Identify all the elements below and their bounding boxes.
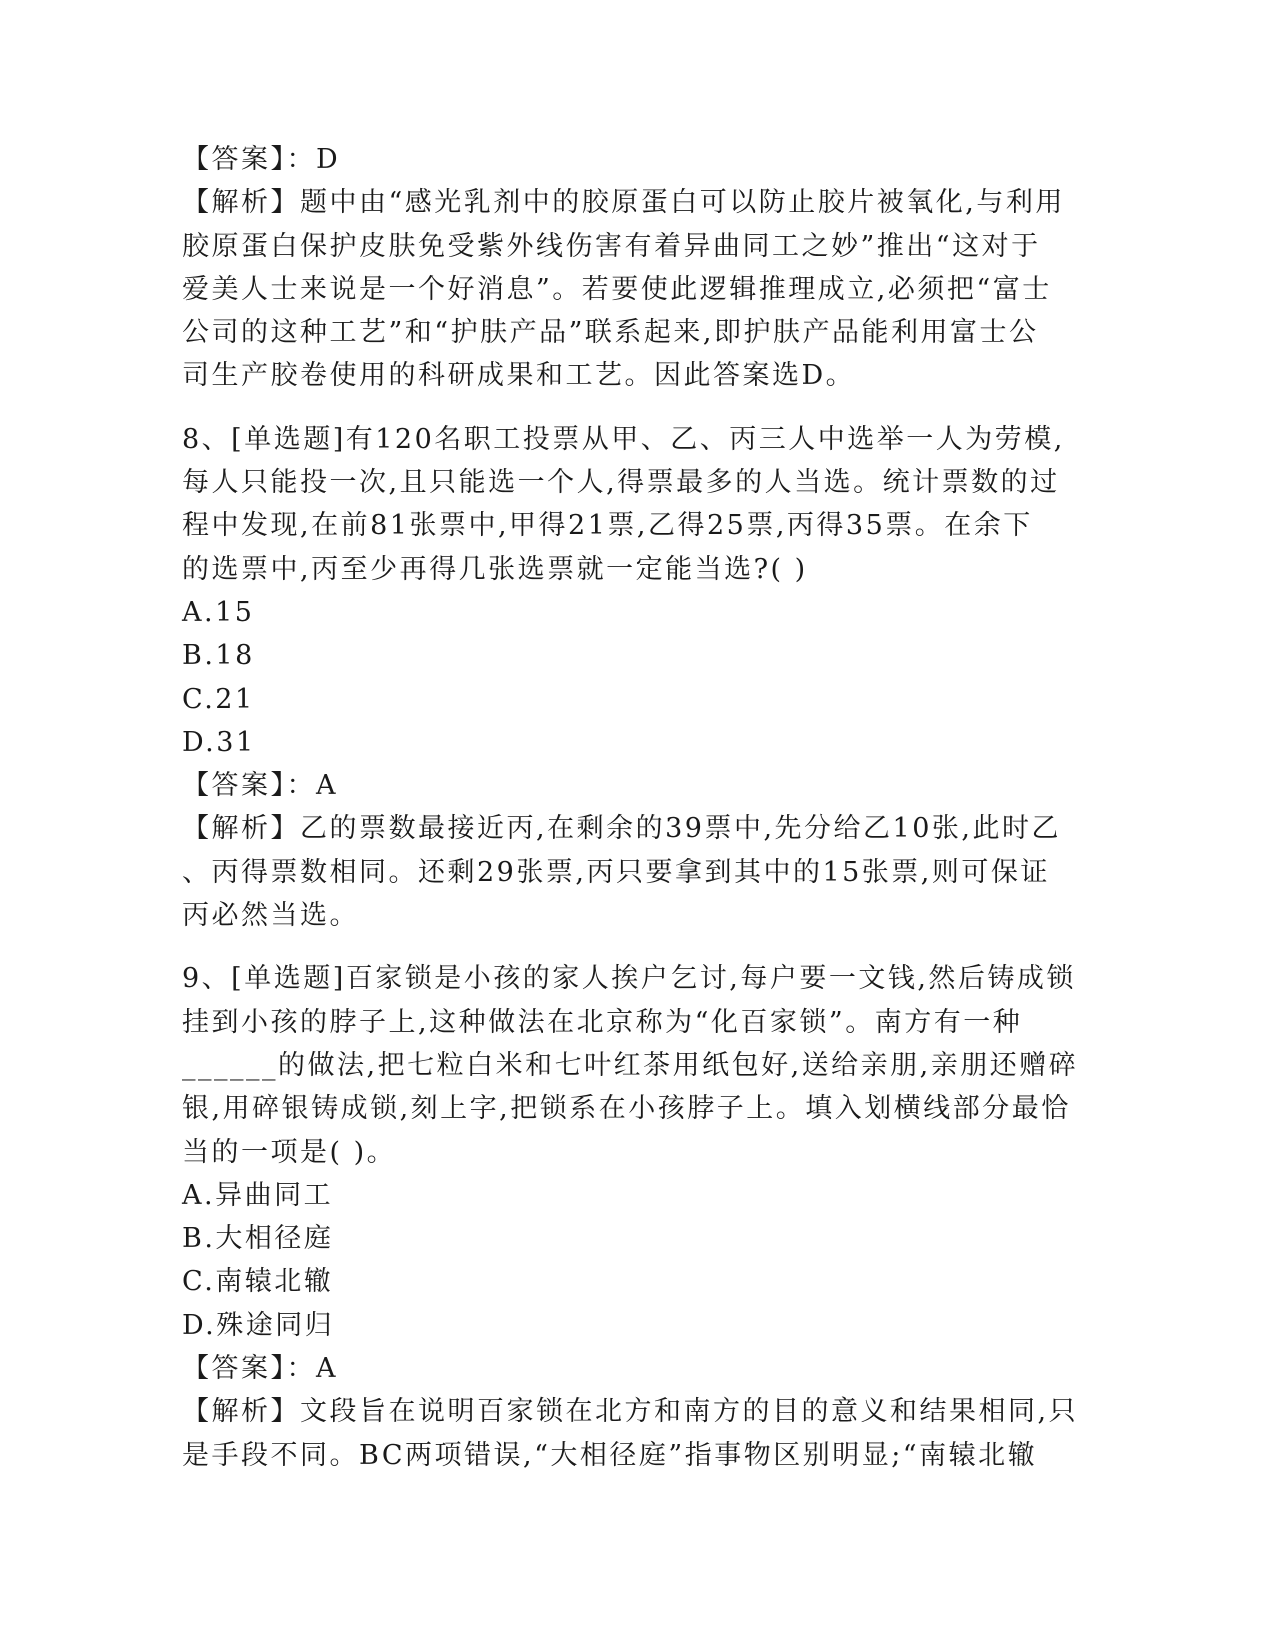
q9-stem-line: ______的做法,把七粒白米和七叶红茶用纸包好,送给亲朋,亲朋还赠碎 bbox=[182, 1049, 1079, 1081]
q9-analysis-line: 【解析】文段旨在说明百家锁在北方和南方的目的意义和结果相同,只 bbox=[182, 1396, 1079, 1428]
q9-stem-line: 银,用碎银铸成锁,刻上字,把锁系在小孩脖子上。填入划横线部分最恰 bbox=[182, 1093, 1071, 1125]
q7-analysis-line: 【解析】题中由“感光乳剂中的胶原蛋白可以防止胶片被氧化,与利用 bbox=[182, 187, 1065, 219]
q9-option-d: D.殊途同归 bbox=[182, 1309, 335, 1341]
q9-stem-line: 挂到小孩的脖子上,这种做法在北京称为“化百家锁”。南方有一种 bbox=[182, 1006, 1023, 1038]
q8-analysis-line: 、丙得票数相同。还剩29张票,丙只要拿到其中的15张票,则可保证 bbox=[182, 856, 1050, 888]
q8-option-b: B.18 bbox=[182, 640, 255, 672]
q7-analysis-line: 爱美人士来说是一个好消息”。若要使此逻辑推理成立,必须把“富士 bbox=[182, 273, 1052, 305]
q7-analysis-line: 司生产胶卷使用的科研成果和工艺。因此答案选D。 bbox=[182, 360, 856, 392]
paragraph-gap bbox=[182, 398, 1042, 418]
q7-block bbox=[182, 138, 1065, 398]
q7-analysis-line: 胶原蛋白保护皮肤免受紫外线伤害有着异曲同工之妙”推出“这对于 bbox=[182, 230, 1041, 262]
q8-option-c: C.21 bbox=[182, 683, 255, 715]
q8-stem-line: 的选票中,丙至少再得几张选票就一定能当选?( ) bbox=[182, 553, 808, 585]
q9-stem-line: 当的一项是( )。 bbox=[182, 1136, 397, 1168]
q8-stem-line: 程中发现,在前81张票中,甲得21票,乙得25票,丙得35票。在余下 bbox=[182, 510, 1033, 542]
q9-analysis-line: 是手段不同。BC两项错误,“大相径庭”指事物区别明显;“南辕北辙 bbox=[182, 1439, 1038, 1471]
q8-block bbox=[182, 418, 1065, 938]
q8-option-a: A.15 bbox=[182, 596, 255, 628]
q8-stem-line: 8、[单选题]有120名职工投票从甲、乙、丙三人中选举一人为劳模, bbox=[182, 423, 1065, 455]
document-page bbox=[182, 138, 1079, 1477]
q8-answer: 【答案】：A bbox=[182, 770, 338, 802]
paragraph-gap bbox=[182, 937, 1042, 957]
q9-option-b: B.大相径庭 bbox=[182, 1223, 334, 1255]
q8-option-d: D.31 bbox=[182, 726, 256, 758]
q9-option-a: A.异曲同工 bbox=[182, 1179, 334, 1211]
q8-analysis-line: 【解析】乙的票数最接近丙,在剩余的39票中,先分给乙10张,此时乙 bbox=[182, 813, 1061, 845]
q9-answer: 【答案】：A bbox=[182, 1353, 338, 1385]
q7-answer: 【答案】：D bbox=[182, 144, 341, 175]
q8-stem-line: 每人只能投一次,且只能选一个人,得票最多的人当选。统计票数的过 bbox=[182, 467, 1060, 499]
q7-analysis-line: 公司的这种工艺”和“护肤产品”联系起来,即护肤产品能利用富士公 bbox=[182, 317, 1039, 349]
q8-analysis-line: 丙必然当选。 bbox=[182, 900, 359, 932]
q9-block bbox=[182, 957, 1079, 1477]
q9-option-c: C.南辕北辙 bbox=[182, 1266, 334, 1298]
q9-stem-line: 9、[单选题]百家锁是小孩的家人挨户乞讨,每户要一文钱,然后铸成锁 bbox=[182, 963, 1076, 995]
